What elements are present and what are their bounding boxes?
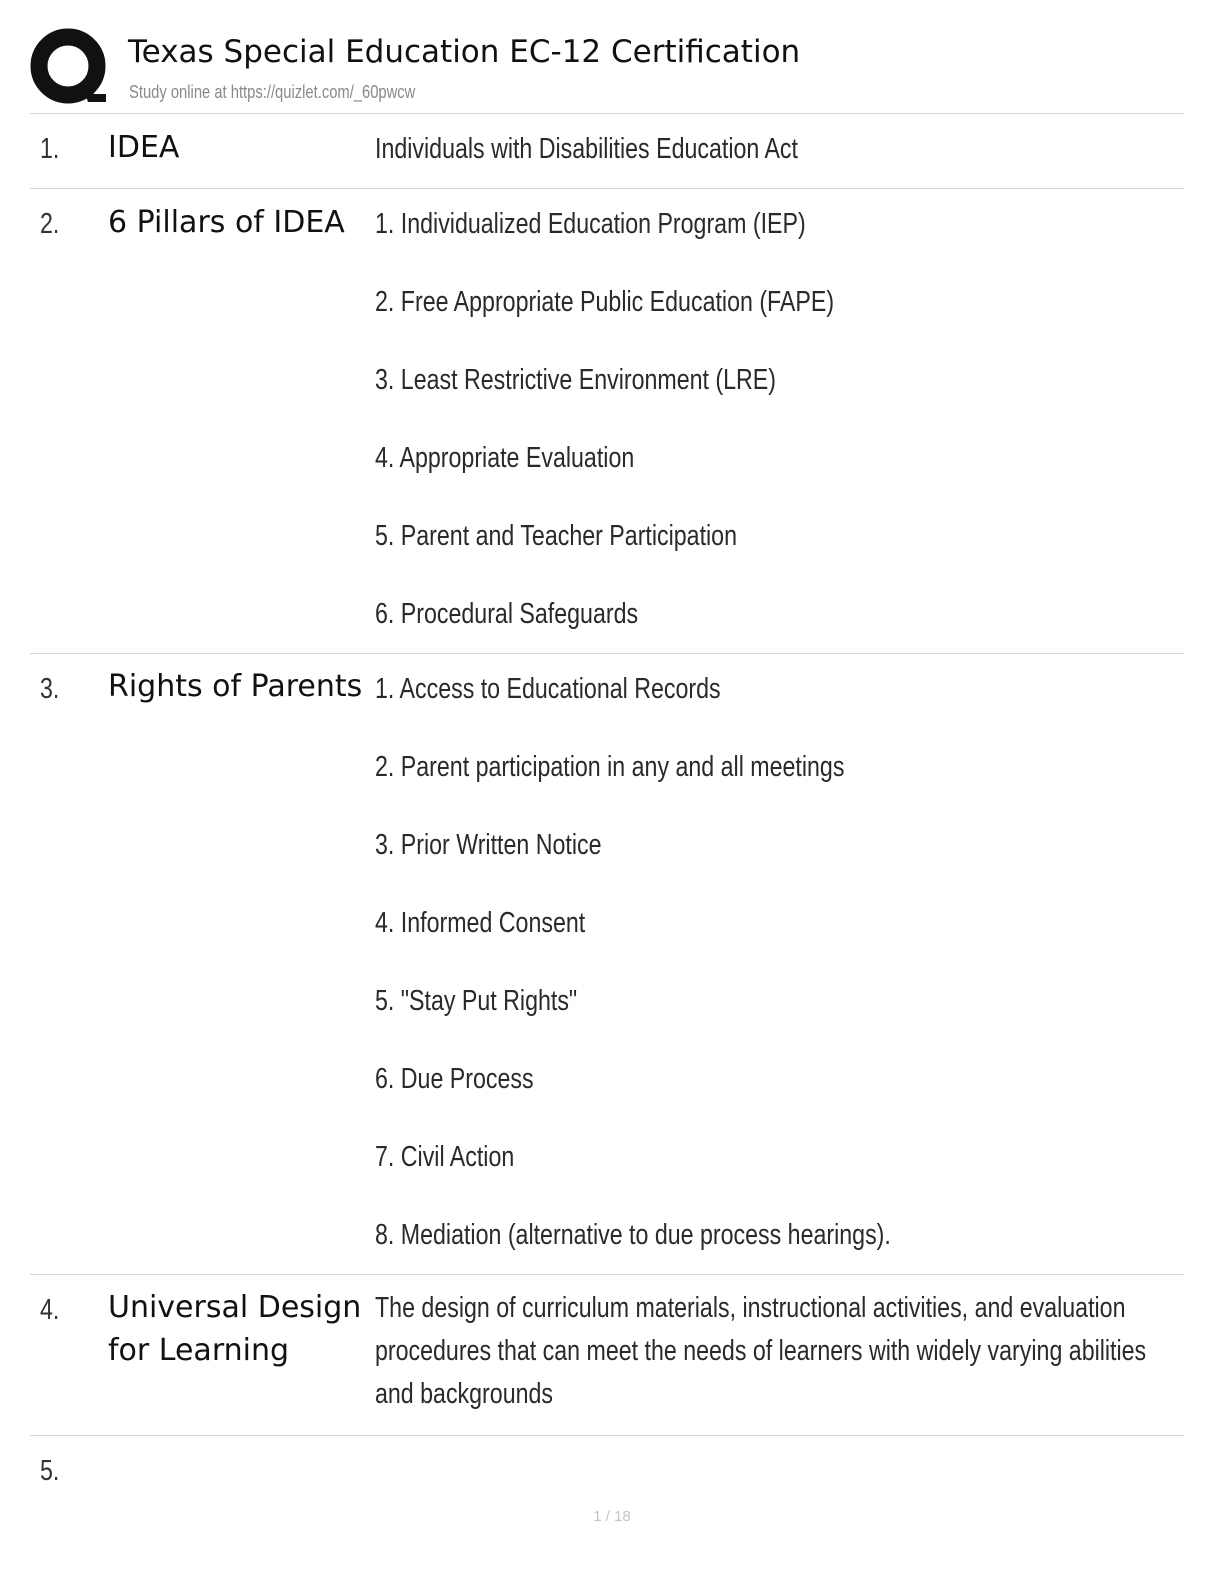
card-number: 2. bbox=[40, 208, 60, 240]
definition-line: 6. Procedural Safeguards bbox=[375, 598, 639, 630]
card-definition: Individuals with Disabilities Education Act bbox=[375, 133, 798, 165]
quizlet-logo-icon bbox=[30, 28, 110, 108]
definition-line: 4. Appropriate Evaluation bbox=[375, 442, 635, 474]
definition-line: 3. Prior Written Notice bbox=[375, 829, 602, 861]
divider bbox=[30, 1274, 1184, 1275]
card-definition: The design of curriculum materials, instructional activities, and evaluation procedures that can meet the needs of learners with widely varying abilities and backgrounds bbox=[375, 1292, 1147, 1410]
card-number: 4. bbox=[40, 1294, 60, 1326]
card-term: 6 Pillars of IDEA bbox=[108, 205, 345, 240]
page-title: Texas Special Education EC-12 Certification bbox=[128, 34, 801, 70]
definition-line: 1. Access to Educational Records bbox=[375, 673, 721, 705]
definition-line: 5. "Stay Put Rights" bbox=[375, 985, 578, 1017]
card-number: 1. bbox=[40, 133, 60, 165]
divider bbox=[30, 653, 1184, 654]
definition-line: 7. Civil Action bbox=[375, 1141, 515, 1173]
divider bbox=[30, 1435, 1184, 1436]
definition-line: 1. Individualized Education Program (IEP) bbox=[375, 208, 806, 240]
study-online-link[interactable]: Study online at https://quizlet.com/_60pwcw bbox=[129, 82, 416, 102]
definition-line: 8. Mediation (alternative to due process hearings). bbox=[375, 1219, 891, 1251]
definition-line: 2. Parent participation in any and all meetings bbox=[375, 751, 845, 783]
page-number: 1 / 18 bbox=[593, 1508, 631, 1525]
card-number: 3. bbox=[40, 673, 60, 705]
divider bbox=[30, 113, 1184, 114]
card-number: 5. bbox=[40, 1455, 60, 1487]
card-term: Universal Design for Learning bbox=[108, 1290, 362, 1368]
divider bbox=[30, 188, 1184, 189]
card-term: Rights of Parents bbox=[108, 669, 363, 704]
definition-line: 3. Least Restrictive Environment (LRE) bbox=[375, 364, 776, 396]
definition-line: 2. Free Appropriate Public Education (FAPE) bbox=[375, 286, 835, 318]
definition-line: 5. Parent and Teacher Participation bbox=[375, 520, 737, 552]
card-term: IDEA bbox=[108, 130, 180, 165]
definition-line: 6. Due Process bbox=[375, 1063, 534, 1095]
definition-line: 4. Informed Consent bbox=[375, 907, 586, 939]
